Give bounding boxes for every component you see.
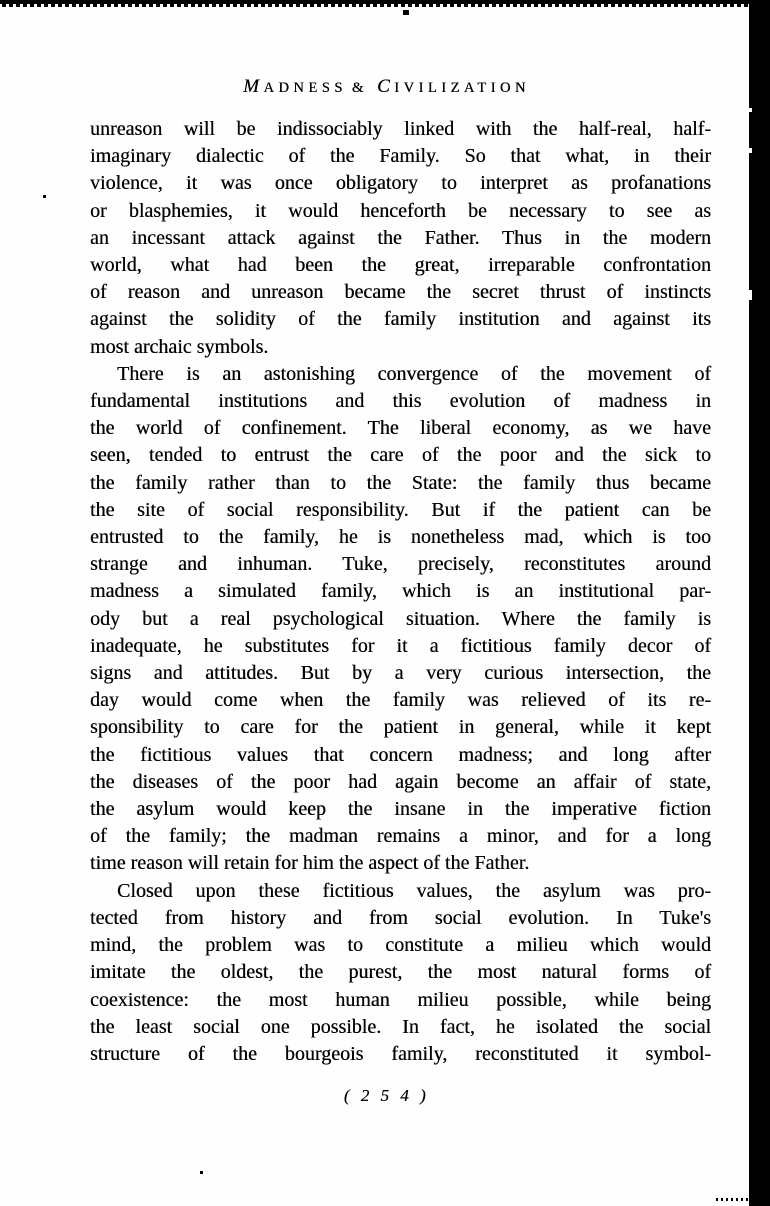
text-line: the site of social responsibility. But if the patient can be (90, 498, 711, 521)
text-line: against the solidity of the family institution and against its (90, 308, 711, 331)
text-line: day would come when the family was relieved of its re- (90, 689, 711, 712)
text-line: madness a simulated family, which is an institutional par- (90, 580, 711, 603)
text-line: unreason will be indissociably linked with the half-real, half- (90, 118, 711, 140)
text-line: seen, tended to entrust the care of the poor and the sick to (90, 444, 711, 467)
scan-edge-notch (749, 290, 752, 300)
scan-speck (200, 1171, 203, 1174)
header-initial-c: C (377, 76, 395, 97)
text-line: coexistence: the most human milieu possible, while being (90, 988, 711, 1011)
text-line: an incessant attack against the Father. Thus in the modern (90, 226, 711, 249)
text-line: the fictitious values that concern madness; and long after (90, 743, 711, 766)
text-line: world, what had been the great, irreparable confrontation (90, 254, 711, 277)
paragraph (90, 116, 711, 361)
text-line: Closed upon these fictitious values, the asylum was pro- (117, 879, 711, 902)
text-line: tected from history and from social evolution. In Tuke's (90, 906, 711, 929)
running-header (76, 76, 697, 99)
scan-edge-notch (749, 108, 752, 112)
scan-edge-right (749, 4, 770, 1206)
text-line: inadequate, he substitutes for it a fictitious family decor of (90, 634, 711, 657)
scan-speck (43, 195, 46, 198)
header-initial-m: M (243, 76, 264, 97)
text-line: fundamental institutions and this evolution of madness in (90, 390, 711, 413)
text-line: violence, it was once obligatory to interpret as profanations (90, 172, 711, 195)
text-line: entrusted to the family, he is nonetheless mad, which is too (90, 526, 711, 549)
text-line: mind, the problem was to constitute a milieu which would (90, 934, 711, 957)
scan-speck (403, 10, 409, 15)
text-line: strange and inhuman. Tuke, precisely, reconstitutes around (90, 553, 711, 576)
text-line: the asylum would keep the insane in the imperative fiction (90, 798, 711, 821)
paragraph (90, 361, 711, 878)
text-line: structure of the bourgeois family, reconstituted it symbol- (90, 1042, 711, 1065)
header-word-civilization: IVILIZATION (394, 80, 530, 96)
text-line: of the family; the madman remains a minor, and for a long (90, 825, 711, 848)
text-line: ody but a real psychological situation. Where the family is (90, 607, 711, 630)
text-line: the family rather than to the State: the family thus became (90, 471, 711, 494)
header-ampersand: & (351, 80, 369, 96)
scan-edge-top-dots (2, 4, 768, 7)
text-line: the diseases of the poor had again become an affair of state, (90, 770, 711, 793)
page-number: ( 2 5 4 ) (343, 1086, 430, 1105)
text-line: time reason will retain for him the aspect of the Father. (90, 852, 530, 875)
text-line: the least social one possible. In fact, he isolated the social (90, 1015, 711, 1038)
scan-edge-notch (749, 148, 752, 153)
text-line: the world of confinement. The liberal economy, as we have (90, 417, 711, 440)
paragraph (90, 878, 711, 1068)
text-line: sponsibility to care for the patient in general, while it kept (90, 716, 711, 739)
text-line: There is an astonishing convergence of the movement of (117, 362, 711, 385)
header-word-madness: ADNESS (263, 80, 347, 96)
text-line: of reason and unreason became the secret thrust of instincts (90, 281, 711, 304)
text-line: signs and attitudes. But by a very curious intersection, the (90, 662, 711, 685)
text-line: imaginary dialectic of the Family. So that what, in their (90, 145, 711, 168)
text-line: imitate the oldest, the purest, the most natural forms of (90, 961, 711, 984)
page-body (90, 116, 711, 1068)
scan-edge-bottom-dots (716, 1198, 754, 1201)
text-line: or blasphemies, it would henceforth be necessary to see as (90, 199, 711, 222)
text-line: most archaic symbols. (90, 335, 269, 358)
